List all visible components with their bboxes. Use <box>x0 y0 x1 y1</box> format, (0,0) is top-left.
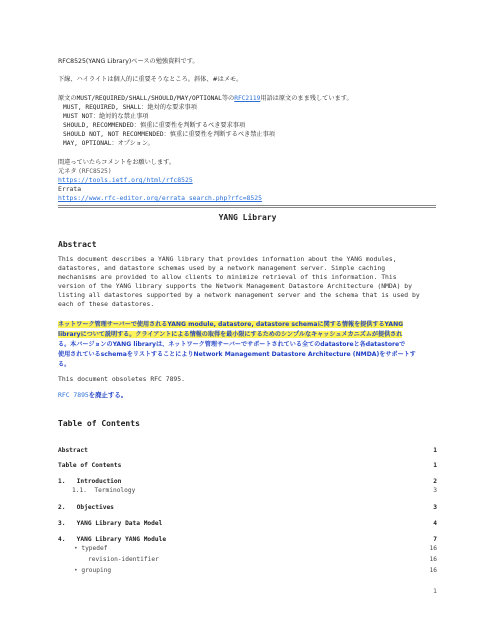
intro-line-3-mid: 等の <box>221 95 235 102</box>
toc-page: 3 <box>433 504 437 511</box>
toc-page: 16 <box>429 556 437 563</box>
toc-entry-table-of-contents[interactable]: Table of Contents <box>58 462 122 469</box>
toc-entry-objectives[interactable]: 2. Objectives <box>58 504 114 511</box>
abstract-line: This document describes a YANG library that provides information about the YANG modules, <box>58 255 397 263</box>
errata-url-link[interactable]: https://www.rfc-editor.org/errata_search.php?rfc=8525 <box>58 194 262 202</box>
toc-entry-grouping[interactable]: • grouping <box>74 567 112 574</box>
translation-line: ネットワーク管理サーバーで使用されるYANG module, datastore, datastore schemaに関する情報を提供するYANG <box>58 321 404 328</box>
abstract-line: version of the YANG library supports the Network Management Datastore Architecture (NMDA) by <box>58 282 412 290</box>
toc-entry-data-model[interactable]: 3. YANG Library Data Model <box>58 520 163 527</box>
toc-entry-terminology[interactable]: 1.1. Terminology <box>72 487 136 494</box>
toc-entry-abstract[interactable]: Abstract <box>58 447 88 454</box>
abstract-line: each of these datastores. <box>58 300 155 308</box>
intro-line-3-post: 用語は原文のまま残しています。 <box>260 95 353 102</box>
toc-entry-introduction[interactable]: 1. Introduction <box>58 478 122 485</box>
comment-request: 間違っていたらコメントをお願いします。 <box>58 159 176 166</box>
obsoletes-translation: RFC 7895を廃止する。 <box>58 391 128 399</box>
page-number: 1 <box>433 588 437 595</box>
intro-line-1: RFC8525(YANG Library)ベースの勉強資料です。 <box>58 58 199 65</box>
translation-line: る。本バージョンのYANG libraryは、ネットワーク管理サーバーでサポートされている全てのdatastoreと各datastoreで <box>58 341 406 348</box>
source-line: 元ネタ (RFC8525) <box>58 168 112 175</box>
toc-page: 4 <box>433 520 437 527</box>
document-title: YANG Library <box>218 213 277 222</box>
bullet-icon: • <box>74 545 78 552</box>
divider <box>58 207 436 208</box>
intro-line-3-pre: 原文の <box>58 95 77 102</box>
term-item: MAY, OPTIONAL：オプション。 <box>63 140 154 147</box>
abstract-line: listing all datastores supported by a network management server and the schema that is used by <box>58 291 420 299</box>
rfc7895-link[interactable]: RFC 7895 <box>58 391 89 399</box>
errata-label: Errata <box>58 185 82 193</box>
intro-line-3-mono: MUST/REQUIRED/SHALL/SHOULD/MAY/OPTIONAL <box>76 95 222 102</box>
toc-page: 1 <box>433 447 437 454</box>
translation-line: 使用されているschemaをリストすることによりNetwork Management Datastore Architecture (NMDA)をサポートす <box>58 351 416 358</box>
bullet-icon: • <box>74 567 78 574</box>
toc-page: 16 <box>429 545 437 552</box>
divider <box>58 205 436 206</box>
term-item: SHOULD NOT, NOT RECOMMENDED：慎重に重要性を判断するべき禁止事項 <box>63 131 275 138</box>
toc-heading: Table of Contents <box>58 419 140 428</box>
intro-line-2: 下線、ハイライトは個人的に重要そうなところ。斜体、#はメモ。 <box>58 76 243 83</box>
term-item: SHOULD, RECOMMENDED：慎重に重要性を判断するべき要求事項 <box>63 122 246 129</box>
toc-entry-typedef[interactable]: • typedef <box>74 545 108 552</box>
term-item: MUST, REQUIRED, SHALL：絶対的な要求事項 <box>63 104 197 111</box>
translation-line: libraryについて説明する。クライアントによる情報の取得を最小限にするためのシンプルなキャッシュメカニズムが提供され <box>58 331 403 338</box>
abstract-heading: Abstract <box>58 240 97 249</box>
source-url-link[interactable]: https://tools.ietf.org/html/rfc8525 <box>58 176 193 184</box>
toc-entry-revision-identifier[interactable]: revision-identifier <box>88 556 159 563</box>
term-item: MUST NOT：絶対的な禁止事項 <box>63 113 149 120</box>
toc-entry-yang-module[interactable]: 4. YANG Library YANG Module <box>58 536 167 543</box>
toc-page: 2 <box>433 478 437 485</box>
toc-page: 7 <box>433 536 437 543</box>
rfc2119-link[interactable]: RFC2119 <box>234 95 261 102</box>
toc-page: 16 <box>429 567 437 574</box>
obsoletes-line: This document obsoletes RFC 7895. <box>58 375 185 383</box>
abstract-line: datastores, and datastore schemas used by a network management server. Simple caching <box>58 264 386 272</box>
abstract-line: mechanisms are provided to allow clients to minimize retrieval of this information. This <box>58 273 397 281</box>
toc-page: 3 <box>433 487 437 494</box>
intro-line-3 <box>58 94 353 103</box>
translation-line: る。 <box>58 361 71 368</box>
toc-page: 1 <box>433 462 437 469</box>
